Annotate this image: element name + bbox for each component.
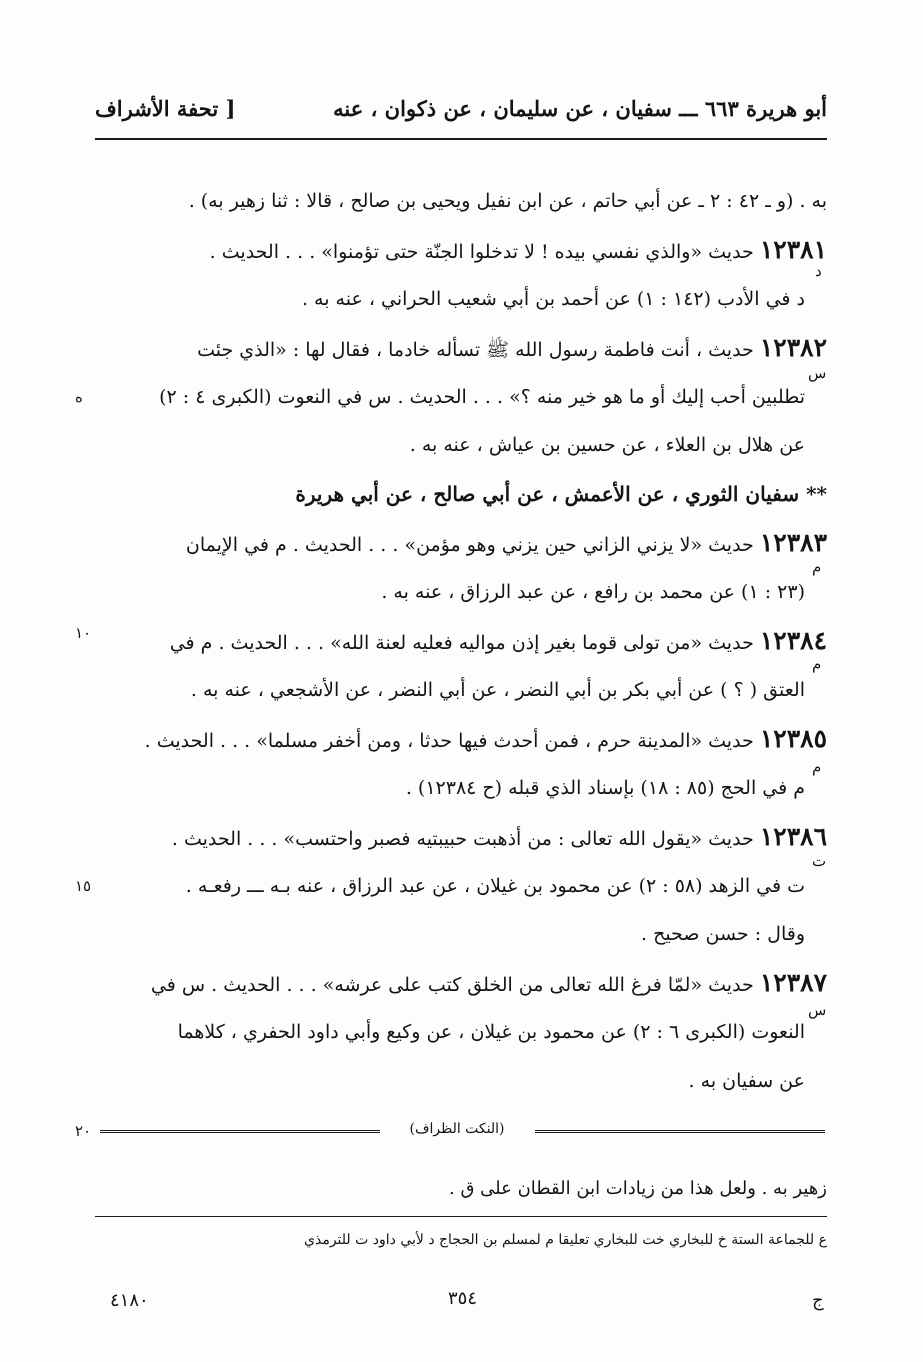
margin-mark-sin: س	[808, 1001, 827, 1019]
hadith-number: ١٢٣٨٥	[759, 724, 827, 753]
continuation-text: عن هلال بن العلاء ، عن حسين بن عياش ، عنه به .	[409, 434, 805, 456]
margin-line-number-5: ه	[75, 388, 83, 406]
text-line	[151, 969, 827, 999]
text-line	[302, 285, 805, 313]
hadith-number: ١٢٣٨٢	[759, 333, 827, 362]
hadith-number: ١٢٣٨٤	[759, 626, 827, 655]
continuation-text: تطلبين أحب إليك أو ما هو خير منه ؟» . . . الحديث . س في النعوت (الكبرى ٤ : ٢)	[159, 386, 805, 408]
margin-mark-ta: ت	[812, 852, 827, 870]
continuation-text: د في الأدب (١٤٢ : ١) عن أحمد بن أبي شعيب الحراني ، عنه به .	[301, 288, 805, 310]
margin-mark-mim: م	[812, 558, 822, 576]
continuation-text: النعوت (الكبرى ٦ : ٢) عن محمود بن غيلان ، عن وكيع وأبي داود الحفري ، كلاهما	[177, 1021, 805, 1043]
running-header	[95, 92, 827, 132]
text-line	[197, 334, 827, 364]
text-line	[170, 627, 827, 657]
continuation-text: به . (و ـ ٤٢ : ٢ ـ عن أبي حاتم ، عن ابن نفيل ويحيى بن صالح ، قالا : ثنا زهير به) .	[188, 190, 827, 212]
hadith-text: حديث ، أنت فاطمة رسول الله ﷺ تسأله خادما ، فقال لها : «الذي جئت	[197, 339, 754, 361]
margin-line-number-10: ١٠	[75, 624, 92, 642]
margin-mark-sin: س	[808, 364, 827, 382]
signature-mark: ج	[812, 1290, 824, 1311]
text-line	[178, 1018, 805, 1046]
continuation-text: وقال : حسن صحيح .	[640, 923, 805, 945]
text-line	[191, 676, 805, 704]
hadith-text: حديث «المدينة حرم ، فمن أحدث فيها حدثا ، ومن أخفر مسلما» . . . الحديث .	[144, 730, 754, 752]
text-line	[186, 872, 805, 900]
margin-line-number-15: ١٥	[75, 877, 92, 895]
margin-mark-mim: م	[812, 758, 822, 776]
continuation-text: م في الحج (٨٥ : ١٨) بإسناد الذي قبله (ح ١٢٣٨٤) .	[405, 777, 805, 799]
hadith-text: حديث «لمّا فرغ الله تعالى من الخلق كتب على عرشه» . . . الحديث . س في	[150, 974, 754, 996]
margin-mark-mim: م	[812, 655, 822, 673]
hadith-text: حديث «لا يزني الزاني حين يزني وهو مؤمن» . . . الحديث . م في الإيمان	[185, 534, 754, 556]
separator-line-right	[535, 1130, 825, 1133]
continuation-text: (٢٣ : ١) عن محمد بن رافع ، عن عبد الرزاق ، عنه به .	[381, 581, 805, 603]
text-line	[172, 823, 827, 853]
text-line	[689, 1067, 805, 1095]
continuation-text: العتق ( ؟ ) عن أبي بكر بن أبي النضر ، عن أبي النضر ، عن الأشجعي ، عنه به .	[190, 679, 805, 701]
catalog-number: ٤١٨٠	[110, 1290, 149, 1311]
text-line	[189, 187, 827, 215]
continuation-text: ت في الزهد (٥٨ : ٢) عن محمود بن غيلان ، عن عبد الرزاق ، عنه بـه ـــ رفعـه .	[185, 875, 805, 897]
hadith-text: حديث «والذي نفسي بيده ! لا تدخلوا الجنّة حتى تؤمنوا» . . . الحديث .	[209, 241, 754, 263]
header-rule	[95, 138, 827, 140]
text-line	[159, 383, 805, 411]
text-line	[145, 725, 827, 755]
header-book-title: [ تحفة الأشراف	[95, 96, 236, 121]
text-line	[406, 774, 805, 802]
abbreviations-legend: ع للجماعة الستة خ للبخاري خت للبخاري تعليقا م لمسلم بن الحجاج د لأبي داود ت للترمذي	[304, 1232, 827, 1248]
text-line	[410, 431, 805, 459]
text-line	[186, 529, 827, 559]
margin-line-number-20: ٢٠	[75, 1122, 92, 1140]
hadith-text: حديث «من تولى قوما بغير إذن مواليه فعليه لعنة الله» . . . الحديث . م في	[169, 632, 754, 654]
continuation-text: ** سفيان الثوري ، عن الأعمش ، عن أبي صالح ، عن أبي هريرة	[295, 482, 827, 506]
text-line	[210, 236, 827, 266]
hadith-number: ١٢٣٨٦	[759, 822, 827, 851]
text-line	[295, 480, 827, 508]
hadith-number: ١٢٣٨٣	[759, 528, 827, 557]
footnote-text: زهير به . ولعل هذا من زيادات ابن القطان على ق .	[449, 1178, 827, 1199]
abbreviations-rule	[95, 1216, 827, 1217]
page-number: ٣٥٤	[448, 1288, 478, 1309]
hadith-number: ١٢٣٨٧	[759, 968, 827, 997]
separator-label: (النكت الظراف)	[409, 1121, 505, 1137]
header-title: أبو هريرة ٦٦٣ ـــ سفيان ، عن سليمان ، عن ذكوان ، عنه	[333, 96, 827, 121]
continuation-text: عن سفيان به .	[688, 1070, 805, 1092]
text-line	[641, 920, 805, 948]
hadith-number: ١٢٣٨١	[759, 235, 827, 264]
hadith-text: حديث «يقول الله تعالى : من أذهبت حبيبتيه فصبر واحتسب» . . . الحديث .	[171, 828, 754, 850]
text-line	[381, 578, 805, 606]
separator-line-left	[100, 1130, 380, 1133]
margin-mark-dal: د	[815, 262, 822, 280]
